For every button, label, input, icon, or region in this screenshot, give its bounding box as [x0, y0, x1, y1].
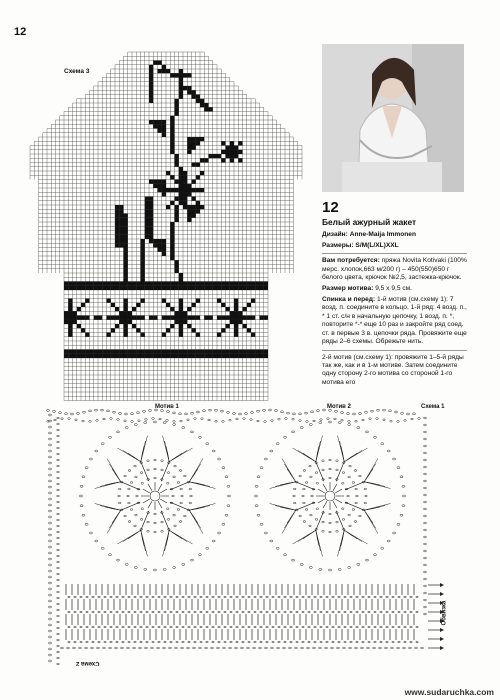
schema1-label: Схема 1	[421, 404, 445, 410]
back-front-line: Спинка и перед: 1-й мотив (см.схему 1): 7 возд. п. соедините в кольцо, 1-й ряд: 4 возд. п., * 1 ст. с/н в начальную цепочку, 1 возд. п. *, повторите *-* еще 10 раз и закройте ряд соед. ст. в первые 3 в. цепочки ряда. Провяжите еще ряды 2–6 схемы. Обрежьте нить.	[322, 295, 467, 346]
edging-label: Обвязка	[441, 600, 448, 626]
sizes-line: Размеры: S/M(L/XL)XXL	[322, 241, 399, 249]
schema3-label: Схема 3	[64, 68, 90, 75]
watermark: www.sudaruchka.com	[404, 687, 494, 697]
motif2-label: Мотив 2	[327, 404, 351, 410]
pattern-title: Белый ажурный жакет	[322, 217, 417, 227]
materials-line: Вам потребуется: пряжа Novita Kotivaki (100% мерс. хлопок,663 м/200 г) – 450(550)650 г белого цвета, крючок №2,5, застежка-крючок.	[322, 257, 467, 281]
pattern-number: 12	[322, 199, 339, 216]
design-line: Дизайн: Anne-Maija Immonen	[322, 230, 416, 238]
motif2-line: 2-й мотив (см.схему 1): провяжите 1–5-й ряды так же, как и в 1-м мотиве. Затем соедините одну сторону 2-го мотива со стороной 1-го мотива его	[322, 353, 464, 386]
motif-size-line: Размер мотива: 9,5 х 9,5 см.	[322, 284, 412, 292]
page-number: 12	[14, 26, 27, 38]
schema2-label: Схема 2	[76, 660, 100, 666]
motif1-label: Мотив 1	[155, 404, 179, 410]
